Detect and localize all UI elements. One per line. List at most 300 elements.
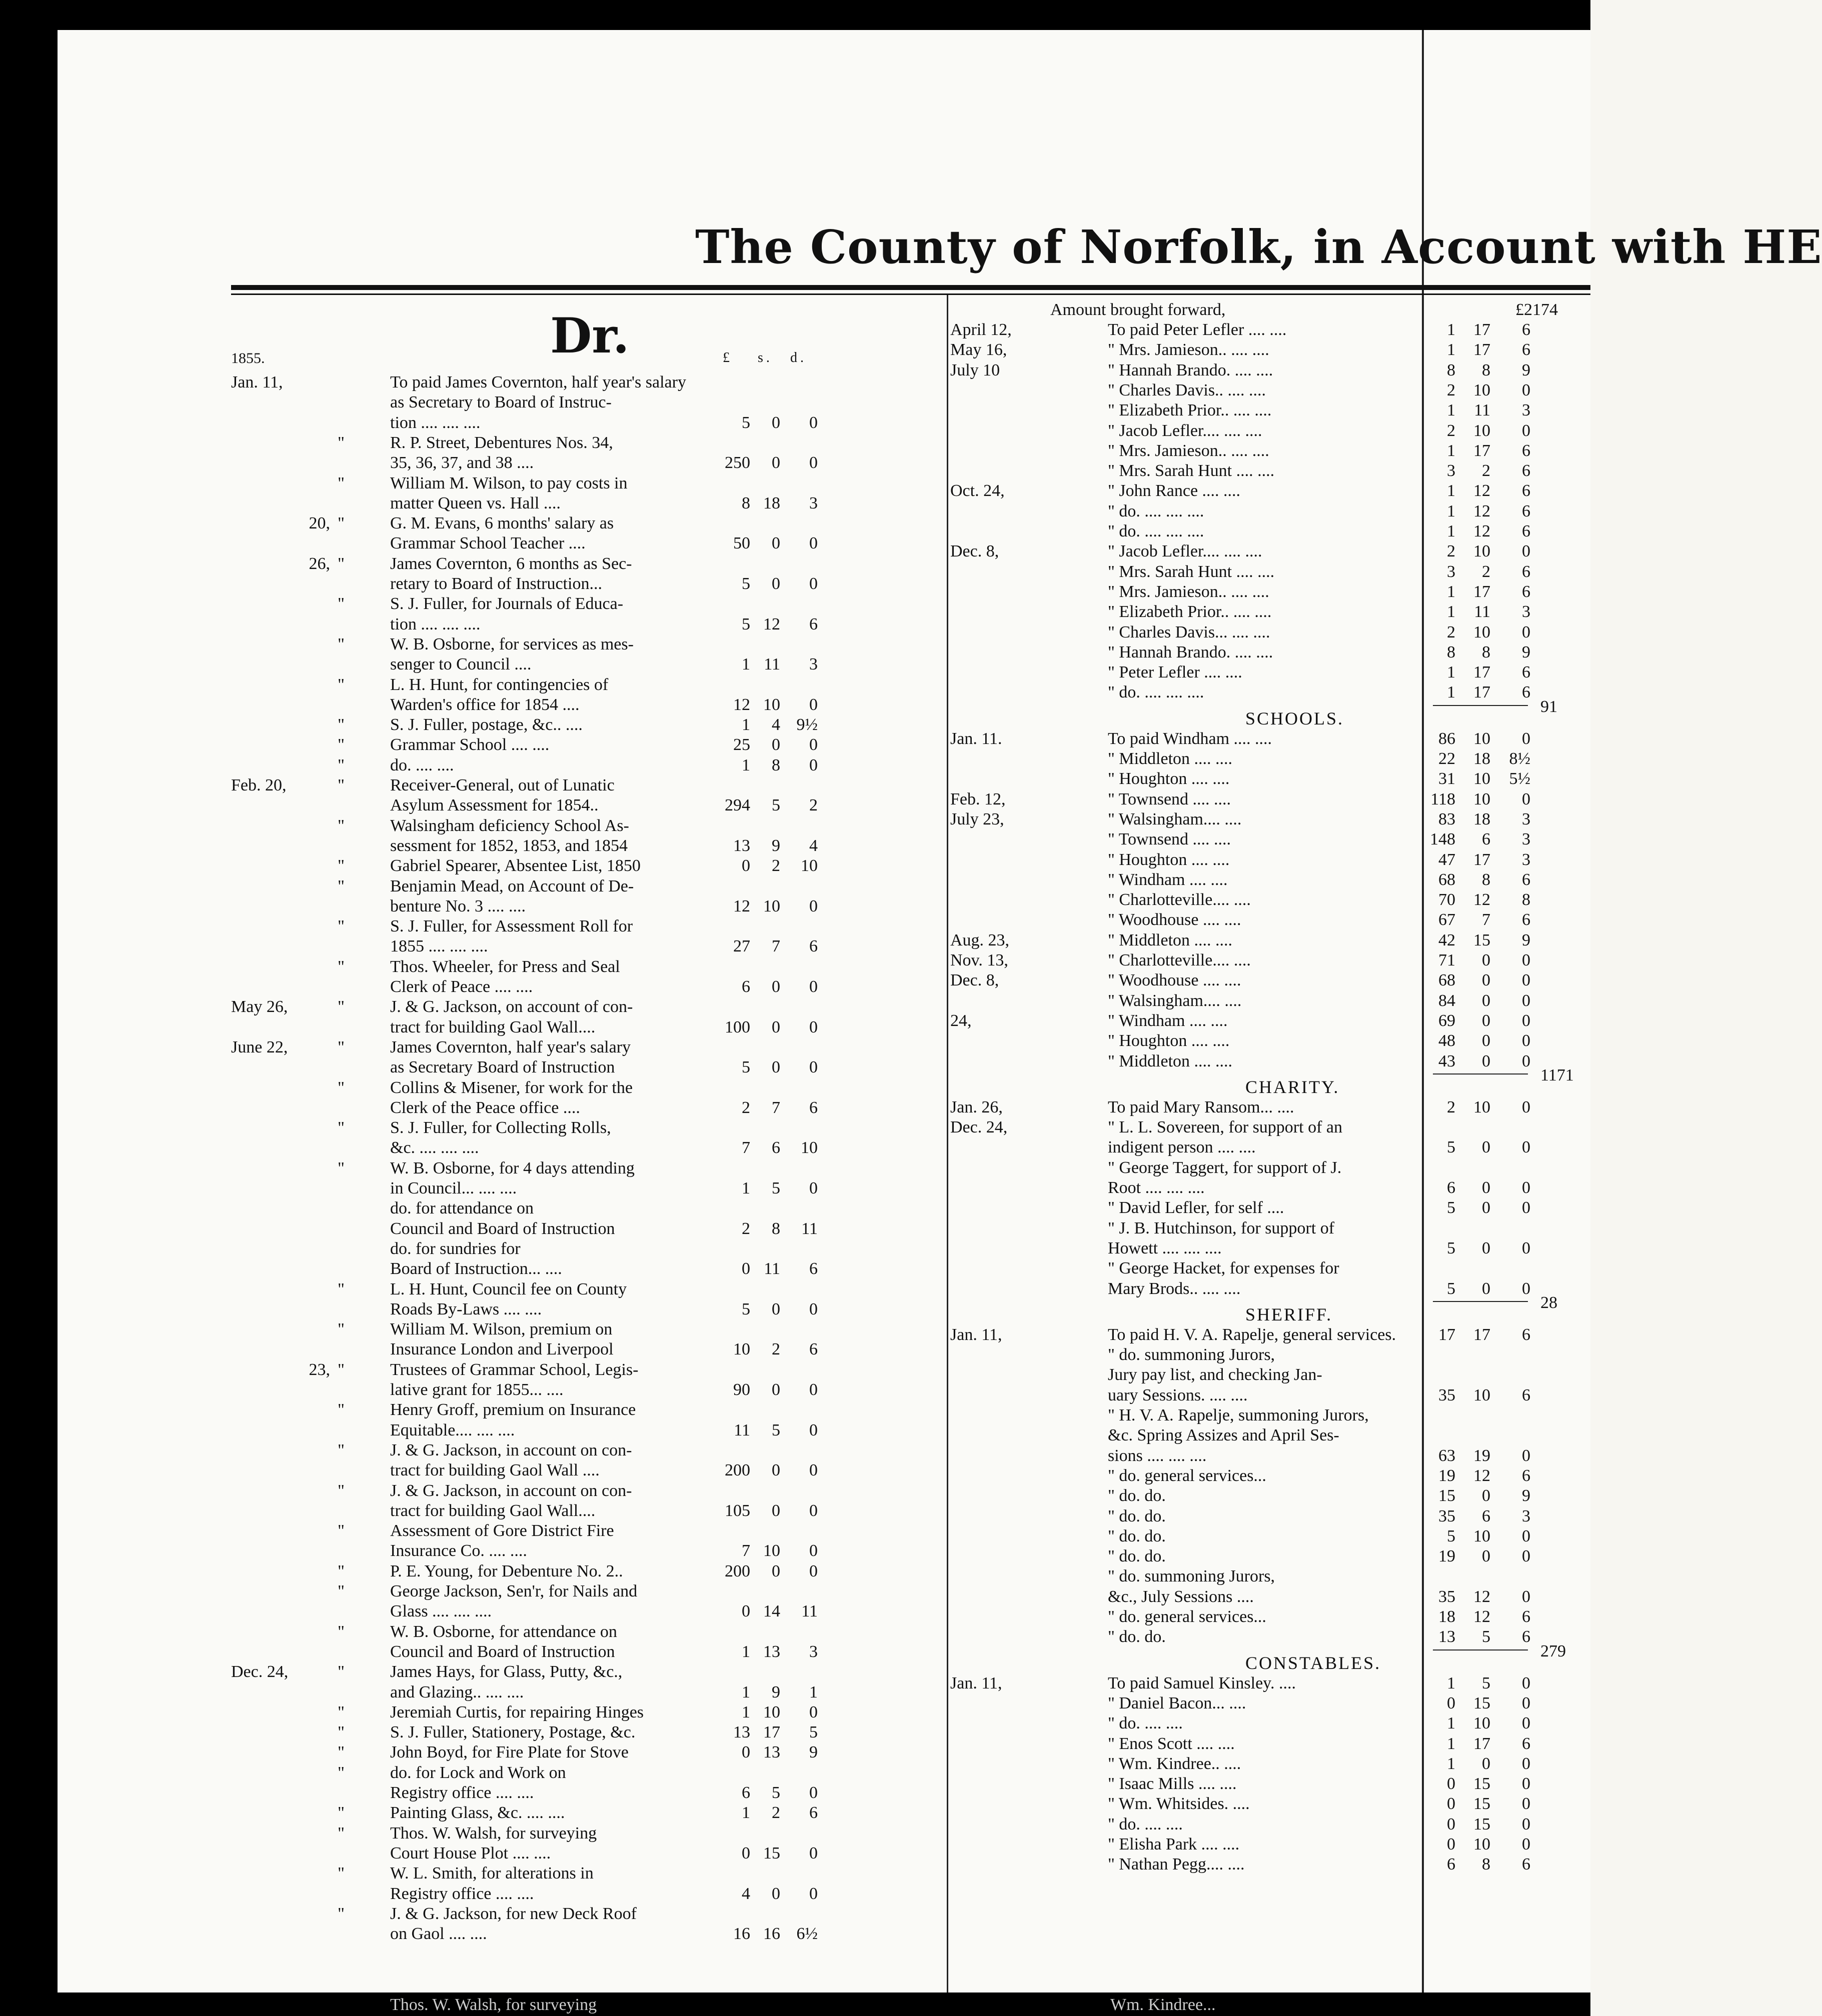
entry-shillings: 0 <box>772 574 780 593</box>
entry-shillings: 10 <box>763 896 780 916</box>
brought-forward-label: Amount brought forward, <box>1050 300 1226 319</box>
entry-shillings: 2 <box>772 856 780 876</box>
entry-shillings: 7 <box>772 1098 780 1117</box>
entry-pounds: 118 <box>1430 790 1455 808</box>
entry-pounds: 35 <box>1438 1587 1455 1606</box>
entry-description: " do. general services... <box>1108 1466 1266 1485</box>
entry-description: Equitable.... .... .... <box>390 1420 515 1440</box>
entry-shillings: 18 <box>1473 750 1490 768</box>
entry-shillings: 0 <box>772 413 780 432</box>
entry-shillings: 17 <box>1473 850 1490 869</box>
entry-pence: 0 <box>809 1420 818 1440</box>
entry-shillings: 0 <box>1482 991 1490 1010</box>
entry-pence: 6 <box>809 1098 818 1117</box>
entry-shillings: 0 <box>772 1058 780 1077</box>
entry-pounds: 1 <box>1447 582 1455 601</box>
section-heading-sheriff: SHERIFF. <box>1245 1304 1333 1324</box>
bottom-fragment-right: Wm. Kindree... <box>1110 1996 1216 2014</box>
entry-shillings: 10 <box>1473 1386 1490 1404</box>
entry-shillings: 0 <box>1482 951 1490 970</box>
entry-pence: 0 <box>809 454 818 472</box>
ditto-mark: " <box>338 1723 345 1742</box>
entry-pence: 9 <box>1522 360 1530 380</box>
entry-description: " Townsend .... .... <box>1108 830 1231 849</box>
entry-shillings: 15 <box>1473 930 1490 950</box>
entry-description: To paid Samuel Kinsley. .... <box>1108 1674 1296 1692</box>
entry-pence: 1 <box>809 1682 818 1702</box>
entry-pounds: 6 <box>742 1784 750 1802</box>
entry-shillings: 2 <box>1482 562 1490 581</box>
document-title: The County of Norfolk, in Account with HE <box>695 220 1822 274</box>
entry-pounds: 0 <box>742 856 750 876</box>
entry-description: " Middleton .... .... <box>1108 1052 1233 1070</box>
entry-pence: 6 <box>1522 1628 1530 1646</box>
entry-description: L. H. Hunt, for contingencies of <box>390 675 609 694</box>
entry-shillings: 8 <box>1482 642 1490 662</box>
entry-pence: 0 <box>809 1058 818 1077</box>
entry-description: Grammar School .... .... <box>390 736 550 754</box>
entry-description: " do. do. <box>1108 1547 1166 1566</box>
section-heading-schools: SCHOOLS. <box>1245 708 1344 728</box>
entry-description: Assessment of Gore District Fire <box>390 1522 614 1540</box>
entry-description: Grammar School Teacher .... <box>390 534 586 553</box>
entry-date: July 10 <box>950 360 1000 380</box>
entry-pounds: 2 <box>1447 421 1455 440</box>
entry-shillings: 12 <box>1473 502 1490 520</box>
ditto-mark: " <box>338 594 345 614</box>
entry-shillings: 12 <box>1473 1466 1490 1485</box>
entry-pence: 0 <box>809 978 818 996</box>
entry-shillings: 15 <box>1473 1794 1490 1814</box>
entry-pence: 9 <box>1522 642 1530 662</box>
entry-pounds: 15 <box>1438 1486 1455 1506</box>
entry-pounds: 11 <box>734 1420 750 1440</box>
entry-description: " do. do. <box>1108 1506 1166 1526</box>
entry-day: 23, <box>309 1360 330 1379</box>
entry-date: Jan. 11. <box>950 729 1002 748</box>
entry-pence: 6 <box>1522 1855 1530 1874</box>
entry-description: do. .... .... <box>390 756 454 774</box>
entry-pounds: 0 <box>1447 1835 1455 1854</box>
entry-pence: 0 <box>1522 971 1530 990</box>
ditto-mark: " <box>338 1904 345 1923</box>
entry-pence: 0 <box>809 1501 818 1520</box>
entry-description: W. B. Osborne, for services as mes- <box>390 634 634 654</box>
entry-pence: 0 <box>1522 790 1530 808</box>
entry-description: L. H. Hunt, Council fee on County <box>390 1280 627 1298</box>
entry-pence: 0 <box>1522 1547 1530 1566</box>
entry-description: do. for Lock and Work on <box>390 1763 566 1782</box>
entry-description: Trustees of Grammar School, Legis- <box>390 1360 639 1379</box>
ditto-mark: " <box>338 876 345 896</box>
entry-pence: 0 <box>809 1380 818 1399</box>
entry-pence: 8½ <box>1509 750 1530 768</box>
entry-pence: 0 <box>809 413 818 432</box>
entry-pence: 0 <box>1522 951 1530 970</box>
ditto-mark: " <box>338 514 345 533</box>
ditto-mark: " <box>338 1280 345 1298</box>
entry-pounds: 0 <box>742 1743 750 1762</box>
entry-pence: 0 <box>809 756 818 774</box>
entry-description: J. & G. Jackson, for new Deck Roof <box>390 1904 637 1923</box>
entry-description: " do. do. <box>1108 1526 1166 1546</box>
entry-description: as Secretary Board of Instruction <box>390 1058 615 1077</box>
entry-pence: 3 <box>1522 850 1530 869</box>
entry-description: " Charlotteville.... .... <box>1108 951 1251 970</box>
entry-date: Dec. 24, <box>231 1662 289 1682</box>
entry-pence: 6 <box>1522 582 1530 601</box>
entry-pounds: 5 <box>1447 1279 1455 1298</box>
entry-pounds: 1 <box>1447 1754 1455 1773</box>
entry-pence: 6½ <box>796 1924 818 1944</box>
entry-pounds: 68 <box>1438 971 1455 990</box>
title-rule-thick <box>231 285 1590 290</box>
entry-description: Thos. W. Walsh, for surveying <box>390 1824 597 1842</box>
column-divider <box>947 295 948 1992</box>
entry-pence: 4 <box>809 836 818 855</box>
entry-pence: 0 <box>1522 1238 1530 1258</box>
entry-pounds: 1 <box>1447 441 1455 460</box>
entry-description: Walsingham deficiency School As- <box>390 816 629 835</box>
entry-description: " L. L. Sovereen, for support of an <box>1108 1118 1342 1137</box>
entry-pounds: 1 <box>1447 602 1455 622</box>
entry-shillings: 17 <box>1473 441 1490 460</box>
entry-shillings: 11 <box>764 655 780 674</box>
entry-description: Council and Board of Instruction <box>390 1219 615 1238</box>
entry-pounds: 1 <box>742 1642 750 1661</box>
entry-description: " Daniel Bacon... .... <box>1108 1694 1246 1712</box>
entry-pence: 6 <box>1522 1608 1530 1626</box>
entry-pounds: 2 <box>1447 1098 1455 1116</box>
col-header-shillings: s. <box>758 350 773 366</box>
entry-pence: 6 <box>1522 502 1530 520</box>
entry-shillings: 0 <box>1482 1011 1490 1030</box>
bottom-fragment-left: Thos. W. Walsh, for surveying <box>390 1996 597 2014</box>
entry-shillings: 9 <box>772 836 780 855</box>
entry-pounds: 86 <box>1438 729 1455 748</box>
entry-description: " Wm. Whitsides. .... <box>1108 1794 1250 1814</box>
entry-description: " Hannah Brando. .... .... <box>1108 642 1273 662</box>
entry-pounds: 2 <box>742 1098 750 1117</box>
entry-date: Feb. 20, <box>231 776 287 794</box>
subtotal-amount: 91 <box>1540 697 1557 716</box>
entry-description: " George Taggert, for support of J. <box>1108 1158 1342 1177</box>
ditto-mark: " <box>338 1400 345 1420</box>
entry-pounds: 13 <box>1438 1628 1455 1646</box>
entry-shillings: 7 <box>772 937 780 956</box>
entry-shillings: 10 <box>1473 380 1490 400</box>
entry-pence: 2 <box>809 796 818 815</box>
entry-date: May 26, <box>231 998 288 1016</box>
entry-description: Benjamin Mead, on Account of De- <box>390 876 634 896</box>
entry-pence: 0 <box>1522 1754 1530 1773</box>
entry-pounds: 8 <box>1447 360 1455 380</box>
entry-description: William M. Wilson, premium on <box>390 1320 613 1339</box>
entry-description: in Council... .... .... <box>390 1179 517 1198</box>
entry-pounds: 16 <box>733 1924 750 1944</box>
entry-shillings: 8 <box>772 1219 780 1238</box>
entry-pence: 0 <box>809 534 818 553</box>
entry-pounds: 1 <box>742 1702 750 1722</box>
entry-description: Glass .... .... .... <box>390 1602 492 1621</box>
entry-description: &c. Spring Assizes and April Ses- <box>1108 1426 1339 1445</box>
entry-pounds: 1 <box>1447 502 1455 520</box>
ditto-mark: " <box>338 474 345 492</box>
scan-border-left <box>0 0 58 2016</box>
entry-pence: 0 <box>1522 1178 1530 1197</box>
entry-description: R. P. Street, Debentures Nos. 34, <box>390 433 613 452</box>
entry-description: " Middleton .... .... <box>1108 930 1233 950</box>
entry-shillings: 17 <box>763 1723 780 1742</box>
entry-shillings: 10 <box>1473 622 1490 642</box>
entry-pence: 0 <box>809 1784 818 1802</box>
ditto-mark: " <box>338 1078 345 1097</box>
entry-shillings: 5 <box>772 1420 780 1440</box>
entry-description: " Elizabeth Prior.. .... .... <box>1108 401 1272 420</box>
entry-pence: 0 <box>809 1179 818 1198</box>
entry-pence: 9½ <box>796 716 818 734</box>
entry-description: Council and Board of Instruction <box>390 1642 615 1661</box>
entry-date: July 23, <box>950 810 1004 828</box>
entry-description: " Peter Lefler .... .... <box>1108 663 1242 682</box>
entry-pounds: 294 <box>725 796 750 815</box>
entry-shillings: 0 <box>772 1461 780 1480</box>
entry-date: June 22, <box>231 1038 288 1056</box>
entry-description: " H. V. A. Rapelje, summoning Jurors, <box>1108 1406 1369 1424</box>
entry-description: tract for building Gaol Wall.... <box>390 1018 596 1036</box>
entry-shillings: 6 <box>1482 830 1490 849</box>
entry-shillings: 14 <box>763 1602 780 1621</box>
ditto-mark: " <box>338 776 345 794</box>
entry-description: " Charles Davis... .... .... <box>1108 622 1270 642</box>
entry-description: senger to Council .... <box>390 655 532 674</box>
entry-description: Gabriel Spearer, Absentee List, 1850 <box>390 856 641 876</box>
entry-description: " Windham .... .... <box>1108 870 1228 889</box>
ditto-mark: " <box>338 1158 345 1178</box>
entry-description: J. & G. Jackson, on account of con- <box>390 998 633 1016</box>
entry-pounds: 6 <box>1447 1855 1455 1874</box>
ditto-mark: " <box>338 634 345 654</box>
entry-description: " Walsingham.... .... <box>1108 810 1242 828</box>
entry-pence: 0 <box>809 1300 818 1318</box>
entry-date: Dec. 8, <box>950 542 999 561</box>
entry-description: " do. do. <box>1108 1628 1166 1646</box>
entry-date: Nov. 13, <box>950 951 1008 970</box>
entry-description: " Charles Davis.. .... .... <box>1108 380 1266 400</box>
ditto-mark: " <box>338 1804 345 1822</box>
entry-pounds: 68 <box>1438 870 1455 889</box>
entry-pence: 6 <box>809 1804 818 1822</box>
entry-description: Registry office .... .... <box>390 1884 534 1903</box>
entry-description: Court House Plot .... .... <box>390 1844 551 1862</box>
entry-shillings: 5 <box>772 796 780 815</box>
entry-pence: 6 <box>809 1340 818 1359</box>
entry-date: Aug. 23, <box>950 930 1010 950</box>
entry-pounds: 10 <box>733 1340 750 1359</box>
entry-shillings: 12 <box>1473 1587 1490 1606</box>
entry-pounds: 1 <box>1447 340 1455 360</box>
ditto-mark: " <box>338 756 345 774</box>
entry-pence: 6 <box>1522 663 1530 682</box>
entry-pounds: 47 <box>1438 850 1455 869</box>
entry-description: " Mrs. Jamieson.. .... .... <box>1108 340 1269 360</box>
entry-pence: 6 <box>1522 462 1530 480</box>
entry-pounds: 2 <box>1447 380 1455 400</box>
entry-shillings: 5 <box>772 1179 780 1198</box>
entry-shillings: 0 <box>1482 1138 1490 1157</box>
entry-description: S. J. Fuller, for Collecting Rolls, <box>390 1118 611 1138</box>
entry-pence: 0 <box>1522 1052 1530 1070</box>
entry-description: Registry office .... .... <box>390 1784 534 1802</box>
entry-description: To paid H. V. A. Rapelje, general services. <box>1108 1325 1396 1344</box>
entry-description: " Charlotteville.... .... <box>1108 890 1251 910</box>
entry-shillings: 5 <box>1482 1628 1490 1646</box>
entry-shillings: 17 <box>1473 582 1490 601</box>
entry-description: " Townsend .... .... <box>1108 790 1231 808</box>
entry-shillings: 10 <box>763 695 780 714</box>
entry-shillings: 10 <box>763 1542 780 1560</box>
entry-shillings: 10 <box>1473 421 1490 440</box>
entry-shillings: 0 <box>1482 1178 1490 1197</box>
entry-description: " Mrs. Jamieson.. .... .... <box>1108 582 1269 601</box>
entry-pounds: 2 <box>1447 542 1455 561</box>
entry-shillings: 11 <box>1474 602 1490 622</box>
entry-description: &c. .... .... .... <box>390 1138 479 1158</box>
entry-pence: 9 <box>1522 1486 1530 1506</box>
scan-border-bottom <box>0 1992 1590 2016</box>
entry-shillings: 0 <box>772 1562 780 1580</box>
entry-description: S. J. Fuller, for Journals of Educa- <box>390 594 624 614</box>
entry-description: Thos. Wheeler, for Press and Seal <box>390 957 620 976</box>
entry-pence: 11 <box>801 1219 818 1238</box>
entry-shillings: 18 <box>1473 810 1490 828</box>
entry-shillings: 15 <box>1473 1694 1490 1712</box>
entry-shillings: 10 <box>1473 1098 1490 1116</box>
entry-pence: 0 <box>1522 1714 1530 1733</box>
ditto-mark: " <box>338 675 345 694</box>
entry-shillings: 15 <box>1473 1774 1490 1794</box>
entry-pence: 9 <box>1522 930 1530 950</box>
entry-description: W. B. Osborne, for attendance on <box>390 1622 617 1641</box>
entry-date: April 12, <box>950 320 1012 339</box>
entry-description: Insurance London and Liverpool <box>390 1340 614 1359</box>
entry-description: S. J. Fuller, for Assessment Roll for <box>390 917 633 936</box>
entry-pounds: 0 <box>1447 1794 1455 1814</box>
entry-pounds: 35 <box>1438 1386 1455 1404</box>
entry-pounds: 1 <box>1447 663 1455 682</box>
entry-shillings: 6 <box>772 1138 780 1158</box>
entry-shillings: 0 <box>772 1501 780 1520</box>
entry-shillings: 0 <box>772 736 780 754</box>
entry-shillings: 4 <box>772 716 780 734</box>
entry-description: Clerk of the Peace office .... <box>390 1098 580 1117</box>
entry-pence: 0 <box>1522 1098 1530 1116</box>
ditto-mark: " <box>338 957 345 976</box>
entry-shillings: 10 <box>1473 1714 1490 1733</box>
entry-description: " Wm. Kindree.. .... <box>1108 1754 1241 1773</box>
entry-description: G. M. Evans, 6 months' salary as <box>390 514 614 533</box>
entry-pounds: 148 <box>1430 830 1455 849</box>
entry-description: " Mrs. Sarah Hunt .... .... <box>1108 562 1275 581</box>
subtotal-amount: 28 <box>1540 1293 1557 1312</box>
entry-description: matter Queen vs. Hall .... <box>390 494 561 512</box>
entry-description: " Houghton .... .... <box>1108 1032 1230 1050</box>
entry-shillings: 10 <box>1473 1526 1490 1546</box>
entry-description: Receiver-General, out of Lunatic <box>390 776 615 794</box>
entry-description: J. & G. Jackson, in account on con- <box>390 1481 632 1500</box>
entry-shillings: 0 <box>772 1884 780 1903</box>
entry-shillings: 5 <box>772 1784 780 1802</box>
entry-pence: 6 <box>1522 910 1530 930</box>
entry-pence: 0 <box>1522 1587 1530 1606</box>
entry-shillings: 17 <box>1473 1325 1490 1344</box>
entry-description: " Houghton .... .... <box>1108 850 1230 869</box>
entry-pence: 6 <box>1522 1325 1530 1344</box>
entry-description: retary to Board of Instruction... <box>390 574 602 593</box>
ledger-year: 1855. <box>231 350 265 366</box>
ditto-mark: " <box>338 1038 345 1056</box>
entry-description: " Isaac Mills .... .... <box>1108 1774 1237 1794</box>
col-header-pounds: £ <box>723 350 733 366</box>
entry-description: John Boyd, for Fire Plate for Stove <box>390 1743 629 1762</box>
entry-pence: 3 <box>1522 830 1530 849</box>
entry-description: " Woodhouse .... .... <box>1108 910 1241 930</box>
entry-pounds: 0 <box>742 1602 750 1621</box>
entry-description: Warden's office for 1854 .... <box>390 695 580 714</box>
entry-description: Jeremiah Curtis, for repairing Hinges <box>390 1702 644 1722</box>
entry-description: tion .... .... .... <box>390 614 481 634</box>
entry-shillings: 0 <box>772 1300 780 1318</box>
entry-shillings: 13 <box>763 1743 780 1762</box>
entry-shillings: 7 <box>1482 910 1490 930</box>
entry-description: sessment for 1852, 1853, and 1854 <box>390 836 628 855</box>
entry-pence: 6 <box>1522 683 1530 702</box>
entry-description: To paid James Covernton, half year's salary <box>390 373 686 392</box>
entry-description: S. J. Fuller, postage, &c.. .... <box>390 716 583 734</box>
entry-shillings: 10 <box>1473 542 1490 561</box>
brought-forward-total: £2174 <box>1515 300 1558 319</box>
entry-date: Feb. 12, <box>950 790 1006 808</box>
entry-shillings: 0 <box>772 978 780 996</box>
entry-pounds: 4 <box>742 1884 750 1903</box>
entry-pence: 0 <box>809 574 818 593</box>
entry-shillings: 17 <box>1473 320 1490 339</box>
entry-pence: 6 <box>1522 562 1530 581</box>
ditto-mark: " <box>338 1662 345 1682</box>
entry-pounds: 2 <box>742 1219 750 1238</box>
entry-description: Collins & Misener, for work for the <box>390 1078 633 1097</box>
entry-pence: 0 <box>1522 380 1530 400</box>
entry-pence: 0 <box>809 736 818 754</box>
entry-date: Jan. 11, <box>950 1674 1002 1692</box>
entry-pounds: 1 <box>1447 1714 1455 1733</box>
ditto-mark: " <box>338 1622 345 1641</box>
entry-description: tract for building Gaol Wall .... <box>390 1461 600 1480</box>
entry-date: Dec. 8, <box>950 971 999 990</box>
entry-pence: 9 <box>809 1743 818 1762</box>
entry-pounds: 19 <box>1438 1547 1455 1566</box>
title-rule-thin <box>231 294 1590 295</box>
entry-description: " Hannah Brando. .... .... <box>1108 360 1273 380</box>
entry-pounds: 5 <box>1447 1198 1455 1218</box>
entry-shillings: 2 <box>772 1804 780 1822</box>
entry-pounds: 12 <box>733 896 750 916</box>
entry-shillings: 0 <box>1482 1279 1490 1298</box>
entry-pence: 3 <box>1522 401 1530 420</box>
entry-shillings: 11 <box>764 1260 780 1278</box>
entry-description: " John Rance .... .... <box>1108 482 1241 500</box>
entry-pounds: 1 <box>1447 522 1455 540</box>
